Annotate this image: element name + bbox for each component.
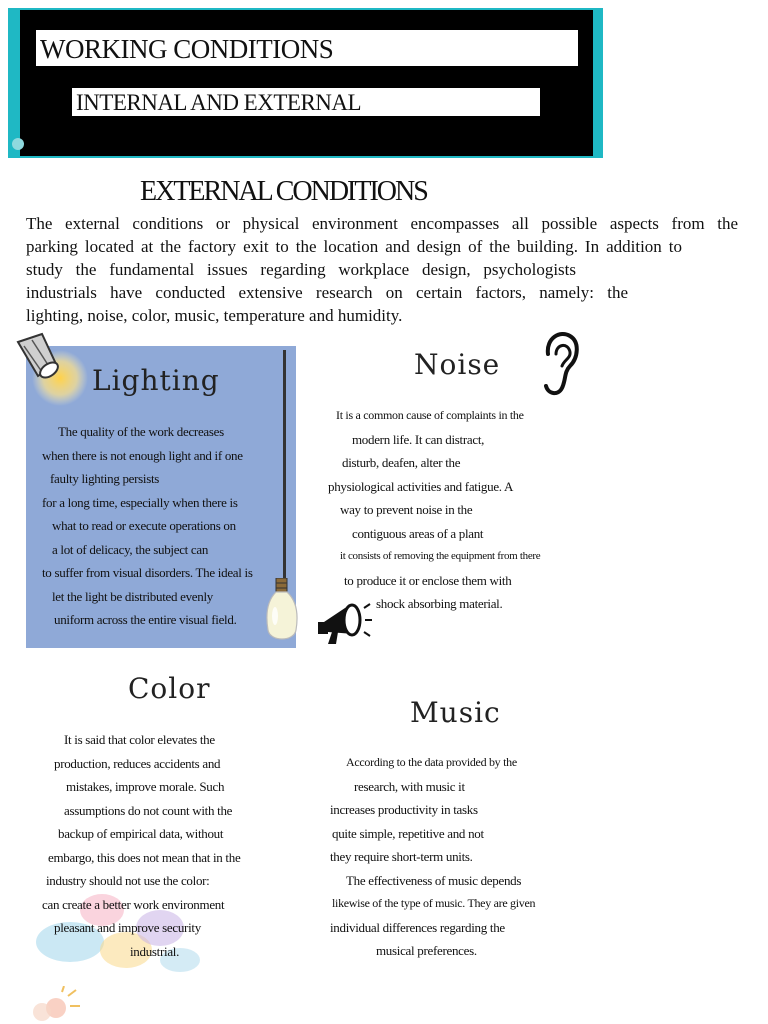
lighting-line: when there is not enough light and if one bbox=[42, 447, 243, 463]
intro-paragraph bbox=[26, 212, 738, 327]
music-line: likewise of the type of music. They are given bbox=[332, 896, 536, 910]
color-line: assumptions do not count with the bbox=[64, 802, 233, 818]
color-line: mistakes, improve morale. Such bbox=[66, 779, 225, 794]
color-line: backup of empirical data, without bbox=[58, 826, 224, 841]
lighting-heading: Lighting bbox=[92, 364, 220, 397]
color-line: industrial. bbox=[130, 943, 180, 959]
noise-heading: Noise bbox=[414, 348, 501, 381]
lighting-line: let the light be distributed evenly bbox=[52, 588, 213, 604]
intro-line: The external conditions or physical environment encompasses all possible aspects from the bbox=[26, 214, 738, 233]
lighting-line: uniform across the entire visual field. bbox=[54, 612, 237, 627]
color-heading: Color bbox=[128, 672, 211, 705]
header-banner bbox=[8, 8, 603, 158]
lighting-line: faulty lighting persists bbox=[50, 471, 160, 486]
lamp-cord bbox=[283, 350, 286, 582]
lighting-line: for a long time, especially when there is bbox=[42, 494, 238, 510]
ear-icon bbox=[540, 328, 580, 400]
noise-line: disturb, deafen, alter the bbox=[342, 455, 461, 470]
lighting-line: a lot of delicacy, the subject can bbox=[52, 541, 209, 557]
color-line: It is said that color elevates the bbox=[64, 732, 215, 747]
section-heading: EXTERNAL CONDITIONS bbox=[140, 176, 427, 207]
page-subtitle: INTERNAL AND EXTERNAL bbox=[72, 88, 540, 116]
header-right-stripe bbox=[593, 10, 601, 156]
intro-line: parking located at the factory exit to the location and design of the building. In addition to bbox=[26, 237, 682, 256]
noise-line: It is a common cause of complaints in the bbox=[336, 408, 524, 422]
lamp-icon bbox=[12, 328, 92, 408]
header-dot bbox=[12, 138, 24, 150]
color-line: industry should not use the color: bbox=[46, 873, 210, 888]
color-text bbox=[42, 728, 252, 963]
music-line: individual differences regarding the bbox=[330, 919, 505, 935]
sun-flower-icon bbox=[22, 986, 82, 1024]
lighting-line: what to read or execute operations on bbox=[52, 518, 236, 533]
music-line: quite simple, repetitive and not bbox=[332, 825, 484, 841]
lighting-text bbox=[42, 420, 253, 632]
music-line: they require short-term units. bbox=[330, 849, 473, 864]
color-line: production, reduces accidents and bbox=[54, 755, 221, 771]
light-bulb-icon bbox=[264, 578, 300, 648]
music-text bbox=[330, 751, 540, 963]
lighting-line: to suffer from visual disorders. The ideal is bbox=[42, 565, 253, 580]
noise-line: shock absorbing material. bbox=[376, 596, 503, 611]
noise-line: it consists of removing the equipment from there bbox=[340, 550, 541, 562]
noise-line: physiological activities and fatigue. A bbox=[328, 478, 514, 494]
noise-line: contiguous areas of a plant bbox=[352, 525, 484, 541]
color-line: can create a better work environment bbox=[42, 896, 225, 912]
music-line: musical preferences. bbox=[376, 943, 477, 958]
intro-line: lighting, noise, color, music, temperature and humidity. bbox=[26, 306, 403, 325]
header-left-stripe bbox=[10, 10, 20, 156]
noise-line: to produce it or enclose them with bbox=[344, 572, 512, 588]
intro-line: study the fundamental issues regarding workplace design, psychologists bbox=[26, 260, 576, 279]
noise-text bbox=[328, 404, 541, 616]
lighting-line: The quality of the work decreases bbox=[58, 424, 224, 439]
megaphone-icon bbox=[314, 592, 374, 646]
intro-line: industrials have conducted extensive research on certain factors, namely: the bbox=[26, 283, 628, 302]
color-line: pleasant and improve security bbox=[54, 920, 201, 935]
noise-line: modern life. It can distract, bbox=[352, 431, 485, 447]
noise-line: way to prevent noise in the bbox=[340, 502, 473, 517]
music-line: research, with music it bbox=[354, 778, 465, 794]
music-heading: Music bbox=[410, 696, 501, 729]
page-title: WORKING CONDITIONS bbox=[36, 30, 578, 66]
music-line: increases productivity in tasks bbox=[330, 802, 478, 817]
music-line: The effectiveness of music depends bbox=[346, 872, 522, 888]
music-line: According to the data provided by the bbox=[346, 755, 517, 769]
color-line: embargo, this does not mean that in the bbox=[48, 849, 241, 865]
